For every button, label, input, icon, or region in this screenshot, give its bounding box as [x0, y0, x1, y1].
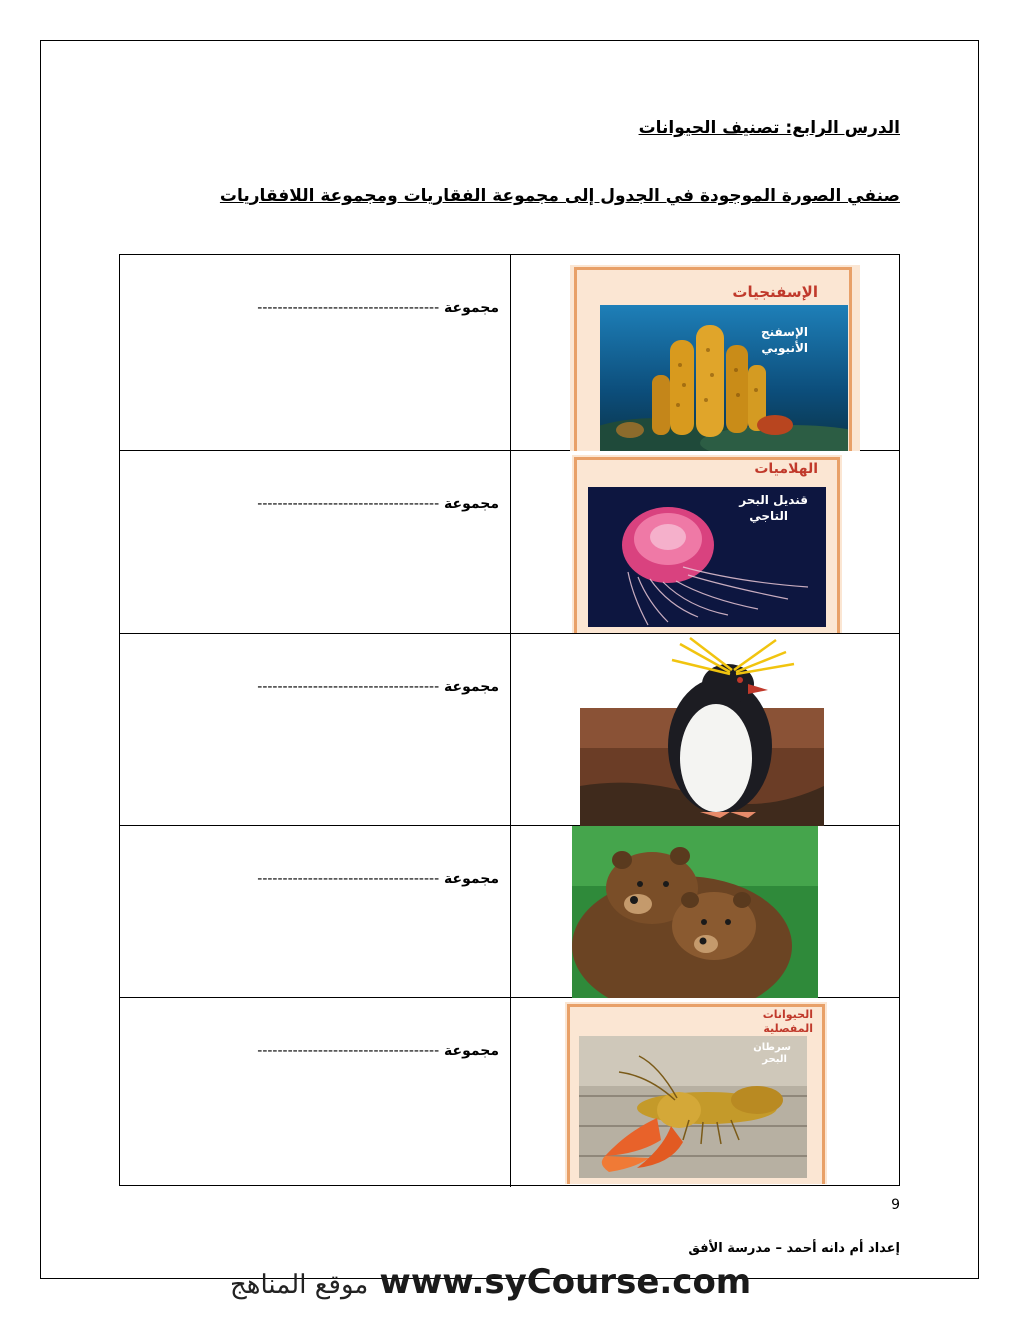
lobster-picture	[565, 1002, 827, 1184]
column-divider	[510, 451, 511, 633]
table-row	[120, 998, 899, 1187]
column-divider	[510, 255, 511, 450]
category-tag: المفصلية	[763, 1022, 813, 1035]
category-tag: الهلاميات	[754, 461, 818, 477]
lesson-title: الدرس الرابع: تصنيف الحيوانات	[638, 118, 900, 138]
classification-table	[119, 254, 900, 1186]
answer-line	[257, 1043, 499, 1059]
answer-blank[interactable]: ------------------------------------	[257, 300, 440, 316]
watermark-url[interactable]: www.syCourse.com	[379, 1262, 752, 1302]
page-number: 9	[891, 1197, 900, 1213]
table-row	[120, 255, 899, 451]
caption-line: التاجي	[749, 509, 788, 523]
answer-line	[257, 679, 499, 695]
category-tag: الإسفنجيات	[732, 283, 818, 301]
footer-credit: إعداد أم دانه أحمد – مدرسة الأفق	[688, 1241, 900, 1256]
answer-line	[257, 871, 499, 887]
sponge-photo	[600, 305, 848, 451]
column-divider	[510, 826, 511, 997]
caption-line: الأنبوبي	[761, 341, 808, 355]
table-row	[120, 451, 899, 634]
jellyfish-photo	[588, 487, 826, 627]
caption-line: سرطان	[753, 1042, 791, 1053]
table-row	[120, 826, 899, 998]
column-divider	[510, 634, 511, 825]
watermark-site-name: موقع المناهج	[230, 1270, 369, 1300]
bears-photo	[572, 826, 818, 998]
answer-blank[interactable]: ------------------------------------	[257, 871, 440, 887]
category-tag: الحيوانات	[762, 1008, 813, 1021]
jellyfish-picture	[572, 455, 842, 633]
answer-label: مجموعة	[444, 1043, 499, 1059]
sponge-picture	[570, 265, 860, 451]
answer-label: مجموعة	[444, 679, 499, 695]
penguin-photo	[580, 636, 824, 826]
answer-label: مجموعة	[444, 496, 499, 512]
caption-line: البحر	[762, 1054, 787, 1065]
answer-blank[interactable]: ------------------------------------	[257, 496, 440, 512]
caption-line: الإسفنج	[760, 325, 808, 339]
answer-blank[interactable]: ------------------------------------	[257, 679, 440, 695]
answer-line	[257, 300, 499, 316]
answer-line	[257, 496, 499, 512]
answer-blank[interactable]: ------------------------------------	[257, 1043, 440, 1059]
instruction-heading: صنفي الصورة الموجودة في الجدول إلى مجموعة الفقاريات ومجموعة اللافقاريات	[219, 186, 900, 206]
answer-label: مجموعة	[444, 871, 499, 887]
watermark	[230, 1262, 751, 1302]
column-divider	[510, 998, 511, 1187]
caption-line: قنديل البحر	[739, 493, 808, 507]
answer-label: مجموعة	[444, 300, 499, 316]
table-row	[120, 634, 899, 826]
